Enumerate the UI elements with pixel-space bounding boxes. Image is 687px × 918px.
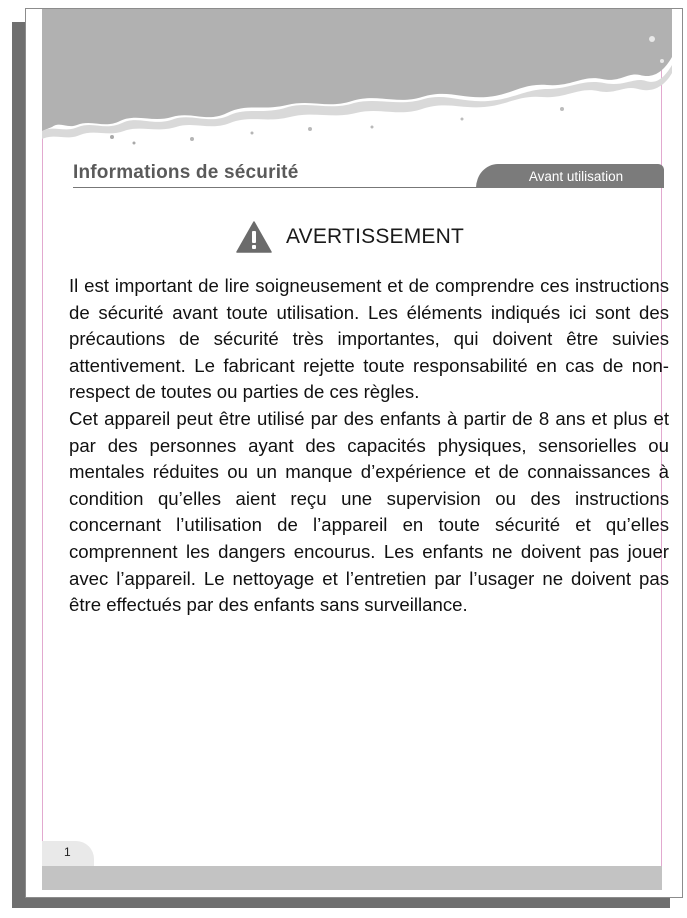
warning-triangle-icon xyxy=(236,221,272,253)
section-tab-label: Avant utilisation xyxy=(528,168,624,184)
safety-text xyxy=(69,273,669,619)
footer-band xyxy=(42,866,662,890)
section-title: Informations de sécurité xyxy=(73,162,299,183)
warning-label: AVERTISSEMENT xyxy=(286,225,465,248)
warning-heading xyxy=(236,221,464,253)
paragraph: Cet appareil peut être utilisé par des enfants à partir de 8 ans et plus et par des personnes ayant des capacités physiques, sensorielles ou mentales réduites ou un manque d’expérience et de connaissances à condition qu’elles aient reçu une supervision ou des instructions concernant l’utilisation de l’appareil en toute sécurité et qu’elles comprennent les dangers encourus. Les enfants ne doivent pas jouer avec l’appareil. Le nettoyage et l’entretien par l’usager ne doivent pas être effectués par des enfants sans surveillance. xyxy=(69,407,669,616)
document-page xyxy=(25,8,683,898)
paragraph: Il est important de lire soigneusement et de comprendre ces instructions de sécurité avant toute utilisation. Les éléments indiqués ici sont des précautions de sécurité très importantes, qui doivent être suivies attentivement. Le fabricant rejette toute responsabilité en cas de non-respect de toutes ou parties de ces règles. xyxy=(69,275,669,403)
header-splash-graphic xyxy=(42,9,672,159)
section-tab xyxy=(476,164,664,188)
page-number: 1 xyxy=(64,845,71,859)
